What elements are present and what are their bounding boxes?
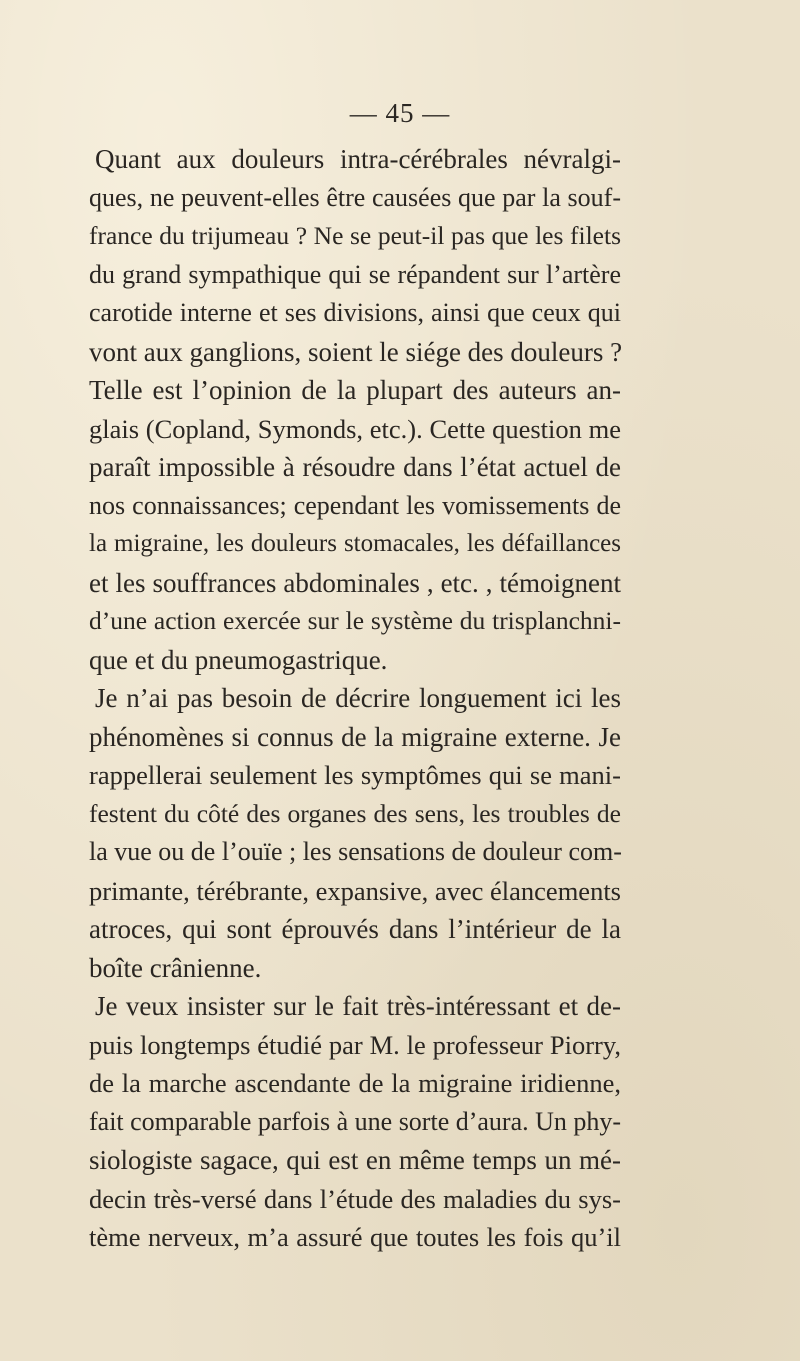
text-line: que et du pneumogastrique. [89, 644, 388, 675]
text-line: boîte crânienne. [89, 952, 262, 983]
text-line: decin très-versé dans l’étude des maladies du sys- [89, 1183, 621, 1214]
text-line: Je n’ai pas besoin de décrire longuement ici les [95, 683, 621, 713]
text-line: Quant aux douleurs intra-cérébrales névralgi- [95, 144, 621, 174]
text-line: festent du côté des organes des sens, les troubles de [89, 798, 621, 828]
text-line: fait comparable parfois à une sorte d’aura. Un phy- [89, 1106, 622, 1136]
text-line: carotide interne et ses divisions, ainsi que ceux qui [89, 298, 621, 327]
text-line: puis longtemps étudié par M. le professeur Piorry, [89, 1029, 621, 1060]
text-line: et les souffrances abdominales , etc. , témoignent [89, 567, 621, 598]
text-line: d’une action exercée sur le système du trisplanchni- [89, 606, 621, 635]
text-line: du grand sympathique qui se répandent sur l’artère [89, 259, 621, 289]
text-line: phénomènes si connus de la migraine externe. Je [89, 721, 621, 752]
body-text [89, 140, 621, 1257]
text-line: Telle est l’opinion de la plupart des auteurs an- [89, 375, 621, 405]
text-line: siologiste sagace, qui est en même temps un mé- [89, 1145, 621, 1175]
text-line: primante, térébrante, expansive, avec élancements [89, 875, 621, 906]
text-line: de la marche ascendante de la migraine iridienne, [89, 1068, 621, 1098]
text-line: nos connaissances; cependant les vomissements de [89, 490, 621, 520]
text-line: paraît impossible à résoudre dans l’état actuel de [89, 452, 621, 482]
text-line: tème nerveux, m’a assuré que toutes les fois qu’il [89, 1222, 621, 1252]
text-line: Je veux insister sur le fait très-intéressant et de- [95, 991, 621, 1021]
text-line: vont aux ganglions, soient le siége des douleurs ? [89, 336, 623, 367]
text-line: la migraine, les douleurs stomacales, les défaillances [89, 530, 621, 557]
text-line: la vue ou de l’ouïe ; les sensations de douleur com- [89, 837, 622, 866]
text-line: ques, ne peuvent-elles être causées que par la souf- [89, 182, 621, 212]
text-line: rappellerai seulement les symptômes qui se mani- [89, 760, 621, 790]
text-line: glais (Copland, Symonds, etc.). Cette question me [89, 413, 621, 444]
page-number-header: — 45 — [349, 98, 451, 128]
text-line: atroces, qui sont éprouvés dans l’intérieur de la [89, 914, 621, 944]
text-line: france du trijumeau ? Ne se peut-il pas que les filets [89, 221, 621, 250]
